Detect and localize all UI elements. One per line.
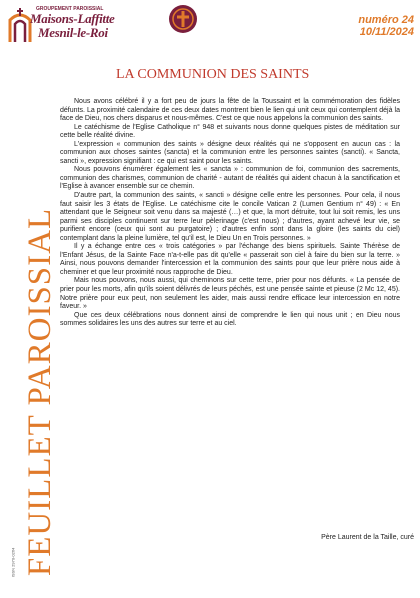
diocese-seal-icon	[168, 4, 198, 34]
issue-info	[358, 14, 414, 38]
issue-date: 10/11/2024	[359, 26, 414, 38]
paragraph: Il y a échange entre ces « trois catégories » par l'échange des biens spirituels. Sainte Thérèse de l'Enfant Jésus, de la Sainte Face n'a-t-elle pas dit qu'elle « passerait son ciel à faire du bien sur la terre. » Ainsi, nous pouvons demander l'intercession et la communion des saints pour que leur prière nous aide à cheminer et que leur proximité nous rapproche de Dieu.	[60, 243, 400, 276]
paragraph: Le catéchisme de l'Eglise Catholique n° 948 et suivants nous donne quelques pistes de méditation sur cette belle réalité divine.	[60, 123, 400, 140]
paragraph: L'expression « communion des saints » désigne deux réalités qui ne s'opposent en aucun cas : la communion aux choses saintes (sancta) et la communion entre les personnes saintes (sancti). « Sancta, sancti », expression signifiant : ce qui est saint pour les saints.	[60, 140, 400, 165]
logo-line-2: Mesnil-le-Roi	[38, 25, 108, 40]
signature: Père Laurent de la Taille, curé	[321, 534, 414, 541]
article-body	[60, 98, 400, 329]
issn: ISSN 2970-0264	[10, 547, 16, 578]
group-label: GROUPEMENT PAROISSIAL	[36, 6, 104, 12]
paragraph: Nous avons célébré il y a fort peu de jours la fête de la Toussaint et la commémoration des fidèles défunts. La proximité calendaire de ces deux dates montrent bien le lien qui unit ceux qui contemplent déjà la face de Dieu, nos chers disparus et nous-mêmes. C'est ce que nous appelons la communion des saints.	[60, 98, 400, 123]
sidebar	[0, 0, 58, 595]
parish-logo	[6, 4, 116, 46]
vertical-title: FEUILLET PAROISSIAL	[22, 207, 58, 577]
paragraph: Que ces deux célébrations nous donnent ainsi de comprendre le lien qui nous unit ; en Dieu nous sommes solidaires les uns des autres sur terre et au ciel.	[60, 311, 400, 328]
paragraph: D'autre part, la communion des saints, « sancti » désigne celle entre les personnes. Pour cela, il nous faut saisir les 3 états de l'Eglise. Le catéchisme cite le concile Vatican 2 (Lumen Gentium n° 49) : « En attendant que le Seigneur soit venu dans sa majesté (…) et que, la mort détruite, tout lui soit remis, les uns parmi ses disciples continuent sur terre leur pèlerinage (c'est nous) ; d'autres, ayant achevé leur vie, se purifient encore (ceux qui sont au purgatoire) ; d'autres enfin sont dans la gloire (les saints du ciel) contemplant dans la pleine lumière, tel qu'il est, le Dieu Un en Trois personnes. »	[60, 192, 400, 242]
article-title: LA COMMUNION DES SAINTS	[116, 67, 310, 82]
logo-line-1: Maisons-Laffitte	[30, 11, 115, 26]
paragraph: Nous pouvons énumérer également les « sancta » : communion de foi, communion des sacrements, communion des charismes, communion de charité - autant de réalités qui aident chacun à la sanctification et l'Eglise à avancer ensemble sur ce chemin.	[60, 166, 400, 191]
issue-number: numéro 24	[358, 14, 414, 26]
paragraph: Mais nous pouvons, nous aussi, qui cheminons sur cette terre, prier pour nos défunts. « La pensée de prier pour les morts, afin qu'ils soient délivrés de leurs péchés, est une pensée sainte et pieuse (2 Mc 12, 45). Notre prière pour eux peut, non seulement les aider, mais aussi rendre efficace leur intercession en notre faveur. »	[60, 277, 400, 311]
